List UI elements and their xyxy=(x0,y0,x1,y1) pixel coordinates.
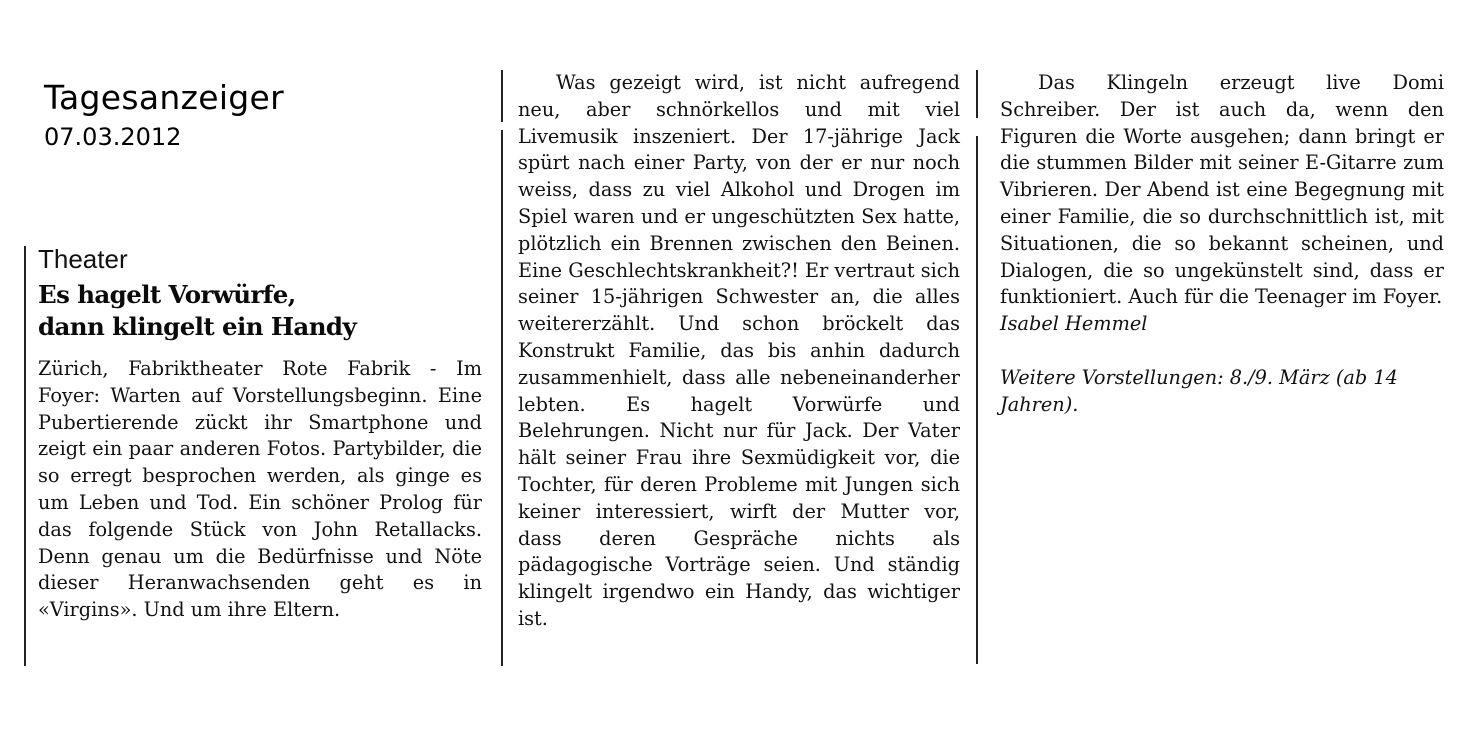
article-column-2 xyxy=(518,70,960,633)
column-rule-middle-top xyxy=(501,70,503,122)
column-rule-left xyxy=(24,246,26,666)
article-headline xyxy=(38,279,508,343)
headline-line-1: Es hagelt Vorwürfe, xyxy=(38,280,296,309)
article-author: Isabel Hemmel xyxy=(1000,312,1148,336)
publication-name: Tagesanzeiger xyxy=(44,78,285,117)
body-paragraph-2: Was gezeigt wird, ist nicht aufregend neu, aber schnörkellos und mit viel Livemusik inszeniert. Der 17-jährige Jack spürt nach einer Party, von der er nur noch weiss, dass zu viel Alkohol und Drogen im Spiel waren und er ungeschützten Sex hatte, plötzlich ein Brennen zwischen den Beinen. Eine Geschlechtskrankheit?! Er vertraut sich seiner 15-jährigen Schwester an, die alles weitererzählt. Und schon bröckelt das Konstrukt Familie, das bis anhin dadurch zusammenhielt, dass alle nebeneinanderher lebten. Es hagelt Vorwürfe und Belehrungen. Nicht nur für Jack. Der Vater hält seiner Frau ihre Sexmüdigkeit vor, die Tochter, für deren Probleme mit Jungen sich keiner interessiert, wirft der Mutter vor, dass deren Gespräche nichts als pädagogische Vorträge seien. Und ständig klingelt irgendwo ein Handy, das wichtiger ist. xyxy=(518,71,960,630)
clipping-header xyxy=(44,76,284,152)
publication-date: 07.03.2012 xyxy=(44,123,182,151)
headline-line-2: dann klingelt ein Handy xyxy=(38,312,357,341)
article-rubric: Theater xyxy=(38,244,128,274)
article-column-3 xyxy=(1000,70,1444,418)
body-paragraph-1: Zürich, Fabriktheater Rote Fabrik - Im Foyer: Warten auf Vorstellungsbeginn. Eine Pubertierende zückt ihr Smartphone und zeigt ein paar anderen Fotos. Partybilder, die so erregt besprochen werden, als ginge es um Leben und Tod. Ein schöner Prolog für das folgende Stück von John Retallacks. Denn genau um die Bedürfnisse und Nöte dieser Heranwachsenden geht es in «Virgins». Und um ihre Eltern. xyxy=(38,357,482,622)
column-rule-middle xyxy=(501,130,503,666)
column-rule-right-top xyxy=(976,70,978,118)
column-rule-right xyxy=(976,136,978,664)
article-column-1 xyxy=(38,356,482,624)
body-paragraph-3: Das Klingeln erzeugt live Domi Schreiber. Der ist auch da, wenn den Figuren die Worte ausgehen; dann bringt er die stummen Bilder mit seiner E-Gitarre zum Vibrieren. Der Abend ist eine Begegnung mit einer Familie, die so durchschnittlich ist, mit Situationen, die so bekannt scheinen, und Dialogen, die so ungekünstelt sind, dass er funktioniert. Auch für die Teenager im Foyer. xyxy=(1000,71,1444,309)
performance-info: Weitere Vorstellungen: 8./9. März (ab 14 Jahren). xyxy=(1000,365,1398,416)
